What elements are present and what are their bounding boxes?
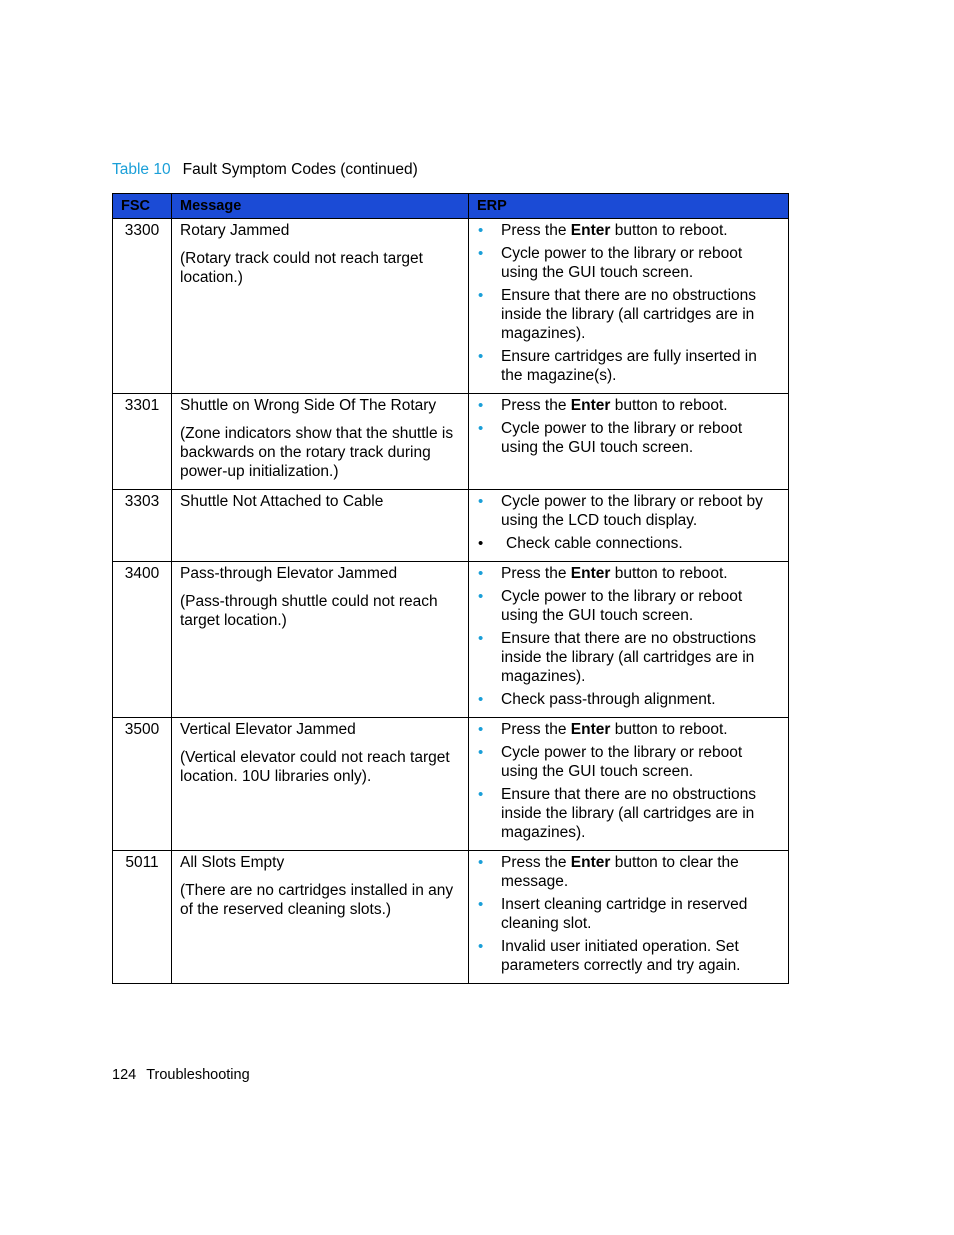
erp-item xyxy=(469,534,778,553)
message-title: Pass-through Elevator Jammed xyxy=(180,565,398,582)
bullet-icon: • xyxy=(478,938,484,955)
message-title: Vertical Elevator Jammed xyxy=(180,721,356,738)
erp-item xyxy=(469,743,778,781)
table-label: Table 10 xyxy=(112,161,171,178)
bullet-icon: • xyxy=(478,691,484,708)
table-row xyxy=(113,718,789,851)
erp-cell xyxy=(469,718,789,851)
enter-key-label: Enter xyxy=(570,397,611,414)
erp-item xyxy=(469,244,778,282)
erp-text: Insert cleaning cartridge in reserved cleaning slot. xyxy=(501,896,748,932)
erp-text: Press the Enter button to reboot. xyxy=(501,721,728,738)
message-title: Shuttle on Wrong Side Of The Rotary xyxy=(180,397,437,414)
erp-item xyxy=(469,419,778,457)
page-footer xyxy=(112,1067,250,1083)
erp-list xyxy=(469,564,778,709)
message-detail: (There are no cartridges installed in any of the reserved cleaning slots.) xyxy=(180,882,454,918)
erp-list xyxy=(469,221,778,385)
message-title: All Slots Empty xyxy=(180,854,285,871)
bullet-icon: • xyxy=(478,721,484,738)
erp-cell xyxy=(469,490,789,562)
fsc-code: 3500 xyxy=(113,718,172,851)
table-header-row xyxy=(113,194,789,219)
erp-item xyxy=(469,720,778,739)
erp-text: Press the Enter button to reboot. xyxy=(501,397,728,414)
bullet-icon: • xyxy=(478,348,484,365)
erp-item xyxy=(469,785,778,842)
table-caption xyxy=(112,161,418,179)
erp-cell xyxy=(469,394,789,490)
bullet-icon: • xyxy=(478,245,484,262)
erp-text: Cycle power to the library or reboot using the GUI touch screen. xyxy=(501,588,743,624)
erp-text: Cycle power to the library or reboot using the GUI touch screen. xyxy=(501,744,743,780)
section-name: Troubleshooting xyxy=(146,1067,250,1083)
erp-text: Ensure that there are no obstructions inside the library (all cartridges are in magazines). xyxy=(501,287,757,342)
erp-item xyxy=(469,347,778,385)
message-title: Shuttle Not Attached to Cable xyxy=(180,493,384,510)
erp-list xyxy=(469,492,778,553)
erp-item xyxy=(469,396,778,415)
fsc-code: 3303 xyxy=(113,490,172,562)
page-number: 124 xyxy=(112,1067,137,1083)
table-row xyxy=(113,851,789,984)
message-cell xyxy=(172,562,469,718)
erp-cell xyxy=(469,562,789,718)
bullet-icon: • xyxy=(478,630,484,647)
erp-item xyxy=(469,937,778,975)
message-cell xyxy=(172,851,469,984)
erp-cell xyxy=(469,219,789,394)
erp-text: Press the Enter button to reboot. xyxy=(501,222,728,239)
erp-item xyxy=(469,492,778,530)
message-cell xyxy=(172,718,469,851)
fsc-code: 3300 xyxy=(113,219,172,394)
erp-item xyxy=(469,853,778,891)
bullet-icon: • xyxy=(478,565,484,582)
erp-item xyxy=(469,286,778,343)
message-detail: (Vertical elevator could not reach target location. 10U libraries only). xyxy=(180,749,450,785)
column-header-erp: ERP xyxy=(469,194,789,219)
bullet-icon: • xyxy=(478,535,484,552)
message-cell xyxy=(172,394,469,490)
enter-key-label: Enter xyxy=(570,721,611,738)
table-row xyxy=(113,562,789,718)
bullet-icon: • xyxy=(478,222,484,239)
table-row xyxy=(113,219,789,394)
bullet-icon: • xyxy=(478,744,484,761)
erp-list xyxy=(469,853,778,975)
column-header-message: Message xyxy=(172,194,469,219)
erp-text: Press the Enter button to clear the message. xyxy=(501,854,739,890)
erp-cell xyxy=(469,851,789,984)
erp-text: Press the Enter button to reboot. xyxy=(501,565,728,582)
bullet-icon: • xyxy=(478,786,484,803)
enter-key-label: Enter xyxy=(570,222,611,239)
message-title: Rotary Jammed xyxy=(180,222,290,239)
erp-text: Ensure cartridges are fully inserted in the magazine(s). xyxy=(501,348,757,384)
bullet-icon: • xyxy=(478,854,484,871)
bullet-icon: • xyxy=(478,397,484,414)
erp-text: Cycle power to the library or reboot using the GUI touch screen. xyxy=(501,420,743,456)
table-row xyxy=(113,490,789,562)
erp-text: Cycle power to the library or reboot using the GUI touch screen. xyxy=(501,245,743,281)
table-title: Fault Symptom Codes (continued) xyxy=(182,161,418,178)
bullet-icon: • xyxy=(478,493,484,510)
erp-item xyxy=(469,587,778,625)
enter-key-label: Enter xyxy=(570,854,611,871)
erp-text: Ensure that there are no obstructions inside the library (all cartridges are in magazines). xyxy=(501,786,757,841)
bullet-icon: • xyxy=(478,287,484,304)
bullet-icon: • xyxy=(478,588,484,605)
fsc-code: 5011 xyxy=(113,851,172,984)
bullet-icon: • xyxy=(478,420,484,437)
message-detail: (Zone indicators show that the shuttle is backwards on the rotary track during power-up initialization.) xyxy=(180,425,454,480)
message-cell xyxy=(172,490,469,562)
erp-text: Invalid user initiated operation. Set parameters correctly and try again. xyxy=(501,938,741,974)
erp-text: Check pass-through alignment. xyxy=(501,691,716,708)
erp-item xyxy=(469,564,778,583)
erp-item xyxy=(469,690,778,709)
erp-item xyxy=(469,895,778,933)
table-row xyxy=(113,394,789,490)
fault-symptom-codes-table xyxy=(112,193,789,984)
fsc-code: 3400 xyxy=(113,562,172,718)
erp-list xyxy=(469,720,778,842)
erp-text: Ensure that there are no obstructions inside the library (all cartridges are in magazines). xyxy=(501,630,757,685)
erp-text: Check cable connections. xyxy=(506,535,683,552)
erp-item xyxy=(469,629,778,686)
erp-list xyxy=(469,396,778,457)
message-cell xyxy=(172,219,469,394)
enter-key-label: Enter xyxy=(570,565,611,582)
fsc-code: 3301 xyxy=(113,394,172,490)
bullet-icon: • xyxy=(478,896,484,913)
erp-item xyxy=(469,221,778,240)
erp-text: Cycle power to the library or reboot by using the LCD touch display. xyxy=(501,493,763,529)
message-detail: (Rotary track could not reach target location.) xyxy=(180,250,423,286)
column-header-fsc: FSC xyxy=(113,194,172,219)
message-detail: (Pass-through shuttle could not reach target location.) xyxy=(180,593,438,629)
